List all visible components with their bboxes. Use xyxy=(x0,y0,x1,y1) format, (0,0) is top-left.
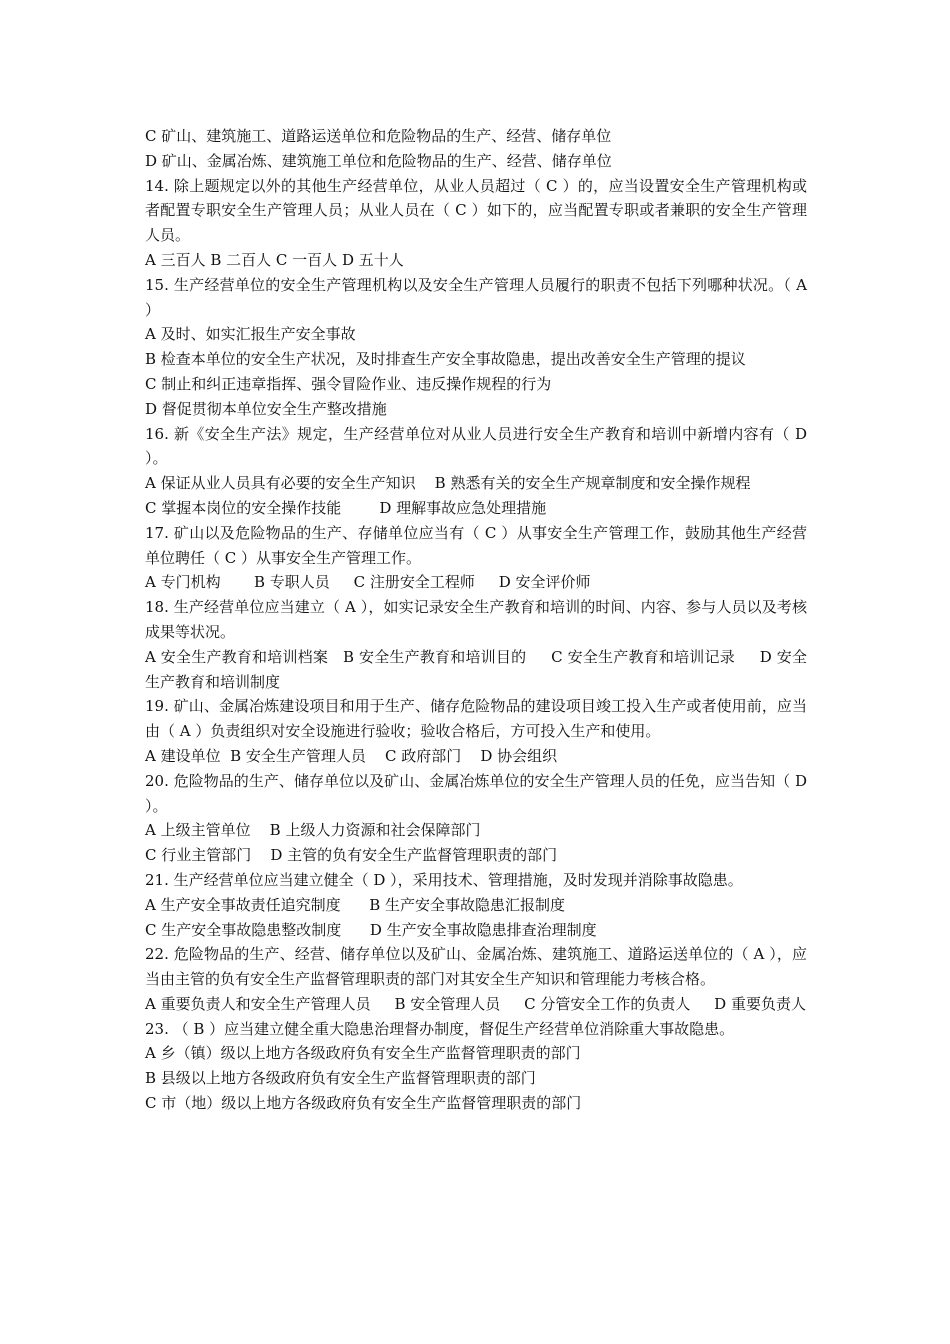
question-17: 17. 矿山以及危险物品的生产、存储单位应当有（ C ）从事安全生产管理工作，鼓励其他生产经营单位聘任（ C ）从事安全生产管理工作。 xyxy=(145,523,807,567)
question-14: 14. 除上题规定以外的其他生产经营单位，从业人员超过（ C ）的，应当设置安全生产管理机构或者配置专职安全生产管理人员；从业人员在（ C ）如下的，应当配置专职或者兼职的安全生产管理人员。 xyxy=(145,176,807,245)
option-line: D 矿山、金属冶炼、建筑施工单位和危险物品的生产、经营、储存单位 xyxy=(145,151,612,170)
option-line: A 生产安全事故责任追究制度 B 生产安全事故隐患汇报制度 xyxy=(145,895,566,914)
question-22: 22. 危险物品的生产、经营、储存单位以及矿山、金属冶炼、建筑施工、道路运送单位的（ A ），应当由主管的负有安全生产监督管理职责的部门对其安全生产知识和管理能力考核合格。 xyxy=(145,945,807,989)
option-line: C 掌握本岗位的安全操作技能 D 理解事故应急处理措施 xyxy=(145,498,547,517)
option-line: C 行业主管部门 D 主管的负有安全生产监督管理职责的部门 xyxy=(145,846,558,865)
option-line: B 检查本单位的安全生产状况，及时排查生产安全事故隐患，提出改善安全生产管理的提议 xyxy=(145,350,746,369)
options-17: A 专门机构 B 专职人员 C 注册安全工程师 D 安全评价师 xyxy=(145,573,591,592)
question-15: 15. 生产经营单位的安全生产管理机构以及安全生产管理人员履行的职责不包括下列哪种状况。（ A ） xyxy=(145,275,807,319)
option-line: A 上级主管单位 B 上级人力资源和社会保障部门 xyxy=(145,821,481,840)
question-18: 18. 生产经营单位应当建立（ A ），如实记录安全生产教育和培训的时间、内容、参与人员以及考核成果等状况。 xyxy=(145,598,807,641)
option-line: B 县级以上地方各级政府负有安全生产监督管理职责的部门 xyxy=(145,1069,536,1088)
option-line: C 制止和纠正违章指挥、强令冒险作业、违反操作规程的行为 xyxy=(145,374,552,393)
options-18: A 安全生产教育和培训档案 B 安全生产教育和培训目的 C 安全生产教育和培训记录 D 安全生产教育和培训制度 xyxy=(145,647,807,691)
options-22: A 重要负责人和安全生产管理人员 B 安全管理人员 C 分管安全工作的负责人 D 重要负责人 xyxy=(145,994,806,1013)
options-19: A 建设单位 B 安全生产管理人员 C 政府部门 D 协会组织 xyxy=(145,746,558,765)
question-20: 20. 危险物品的生产、储存单位以及矿山、金属冶炼单位的安全生产管理人员的任免，应当告知（ D ）。 xyxy=(145,771,807,815)
options-14: A 三百人 B 二百人 C 一百人 D 五十人 xyxy=(145,250,404,269)
question-23: 23. （ B ）应当建立健全重大隐患治理督办制度，督促生产经营单位消除重大事故隐患。 xyxy=(145,1019,735,1038)
option-line: A 保证从业人员具有必要的安全生产知识 B 熟悉有关的安全生产规章制度和安全操作规程 xyxy=(145,474,751,493)
question-19: 19. 矿山、金属冶炼建设项目和用于生产、储存危险物品的建设项目竣工投入生产或者使用前，应当由（ A ）负责组织对安全设施进行验收；验收合格后，方可投入生产和使用。 xyxy=(145,697,807,741)
option-line: A 及时、如实汇报生产安全事故 xyxy=(145,325,356,344)
question-16: 16. 新《安全生产法》规定，生产经营单位对从业人员进行安全生产教育和培训中新增内容有（ D ）。 xyxy=(145,424,807,468)
question-21: 21. 生产经营单位应当建立健全（ D ），采用技术、管理措施，及时发现并消除事故隐患。 xyxy=(145,870,743,889)
option-line: A 乡（镇）级以上地方各级政府负有安全生产监督管理职责的部门 xyxy=(145,1044,581,1063)
option-line: C 矿山、建筑施工、道路运送单位和危险物品的生产、经营、储存单位 xyxy=(145,127,612,145)
option-line: C 生产安全事故隐患整改制度 D 生产安全事故隐患排查治理制度 xyxy=(145,920,597,939)
option-line: D 督促贯彻本单位安全生产整改措施 xyxy=(145,399,387,418)
option-line: C 市（地）级以上地方各级政府负有安全生产监督管理职责的部门 xyxy=(145,1094,582,1113)
document-page xyxy=(145,124,807,1116)
